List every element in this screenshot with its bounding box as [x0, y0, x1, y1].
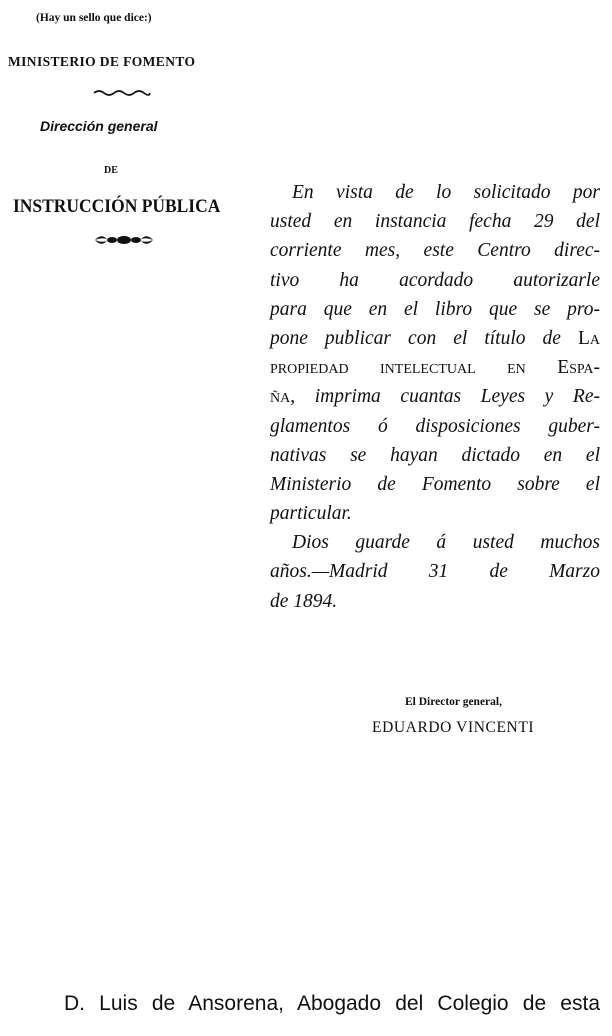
stamp-note: (Hay un sello que dice:)	[36, 12, 152, 24]
book-title-part: La	[577, 327, 600, 349]
ministry-heading: MINISTERIO DE FOMENTO	[8, 54, 196, 69]
signature-name: EDUARDO VINCENTI	[372, 719, 535, 736]
letter-body	[270, 178, 600, 616]
letter-line	[270, 353, 600, 382]
letter-line: usted en instancia fecha 29 del	[270, 211, 600, 233]
letter-line-part: imprima cuantas Leyes y Re-	[314, 386, 600, 408]
signature-role: El Director general,	[405, 696, 502, 708]
book-title-part: ña,	[270, 386, 296, 408]
wavy-rule	[92, 88, 152, 98]
letter-line: corriente mes, este Centro direc-	[270, 240, 600, 262]
letter-line: para que en el libro que se pro-	[270, 298, 600, 320]
ornament-icon	[93, 233, 155, 247]
letter-line: particular.	[270, 503, 352, 525]
direction-heading: Dirección general	[40, 118, 158, 134]
letter-line: En vista de lo solicitado por	[292, 182, 600, 203]
letter-line: nativas se hayan dictado en el	[270, 444, 600, 466]
letter-line: años.—Madrid 31 de Marzo	[270, 561, 600, 583]
letter-line: Ministerio de Fomento sobre el	[270, 473, 600, 495]
letter-line: tivo ha acordado autorizarle	[270, 269, 600, 291]
letter-line	[270, 382, 600, 411]
letter-line-part: pone publicar con el título de	[270, 327, 561, 349]
letter-line: Dios guarde á usted muchos	[292, 532, 600, 554]
footer-line: D. Luis de Ansorena, Abogado del Colegio de esta	[64, 992, 600, 1015]
de-label: DE	[104, 165, 118, 176]
letter-line: glamentos ó disposiciones guber-	[270, 415, 600, 437]
book-title-part: propiedad intelectual en Espa-	[270, 357, 600, 379]
letter-line: de 1894.	[270, 590, 338, 612]
instruction-heading: INSTRUCCIÓN PÚBLICA	[13, 196, 221, 217]
letter-line	[270, 324, 600, 353]
